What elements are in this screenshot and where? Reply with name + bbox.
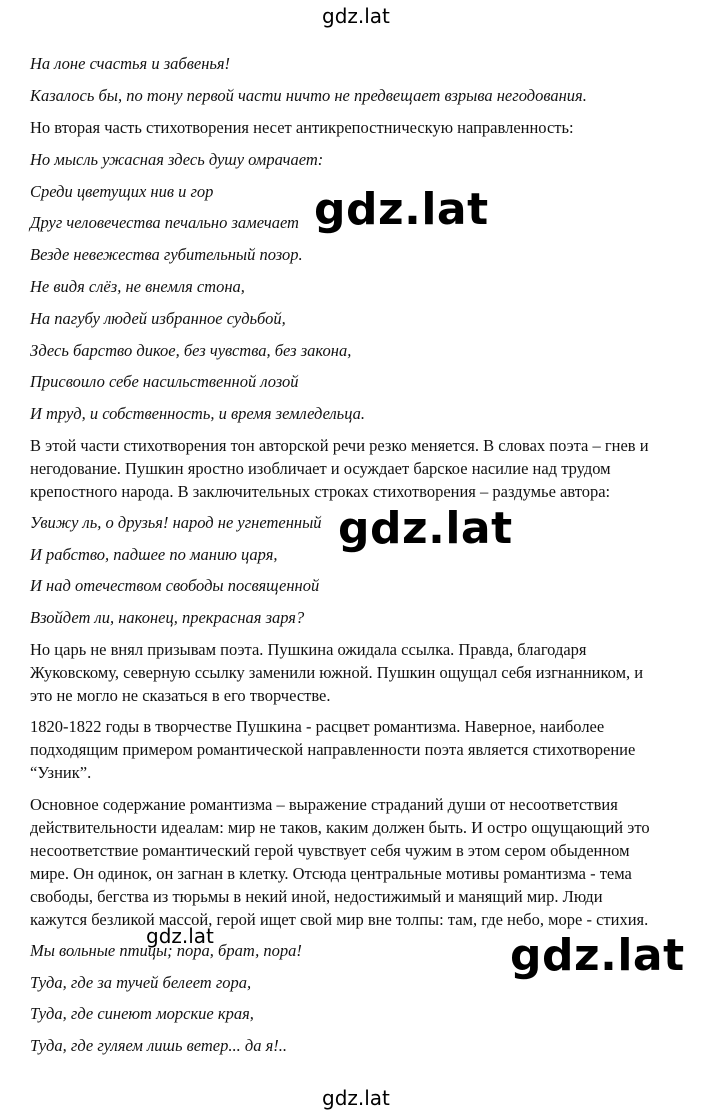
watermark-bottom: gdz.lat: [322, 1086, 390, 1110]
text-line: Присвоило себе насильственной лозой: [30, 372, 299, 391]
text-line: 1820-1822 годы в творчестве Пушкина - расцвет романтизма. Наверное, наиболее: [30, 717, 605, 736]
text-line: На лоне счастья и забвенья!: [30, 54, 231, 73]
text-line: Но царь не внял призывам поэта. Пушкина ожидала ссылка. Правда, благодаря: [30, 640, 587, 659]
text-line: В этой части стихотворения тон авторской речи резко меняется. В словах поэта – гнев и: [30, 436, 649, 455]
watermark-large: gdz.lat: [338, 503, 513, 554]
text-line: Но мысль ужасная здесь душу омрачает:: [30, 150, 324, 169]
text-line: Туда, где гуляем лишь ветер... да я!..: [30, 1036, 288, 1055]
text-line: мире. Он одинок, он загнан в клетку. Отсюда центральные мотивы романтизма - тема: [30, 864, 632, 883]
text-line: Увижу ль, о друзья! народ не угнетенный: [30, 513, 322, 532]
text-line: свободы, бегства из тюрьмы в некий иной, недостижимый и манящий мир. Люди: [30, 887, 603, 906]
text-line: Туда, где синеют морские края,: [30, 1004, 254, 1023]
text-line: негодование. Пушкин яростно изобличает и осуждает барское насилие над трудом: [30, 459, 611, 478]
text-line: Взойдет ли, наконец, прекрасная заря?: [30, 608, 305, 627]
text-line: Везде невежества губительный позор.: [30, 245, 303, 264]
text-line: “Узник”.: [30, 763, 92, 782]
text-line: Но вторая часть стихотворения несет антикрепостническую направленность:: [30, 118, 574, 137]
text-line: крепостного народа. В заключительных строках стихотворения – раздумье автора:: [30, 482, 611, 501]
text-line: И рабство, падшее по манию царя,: [30, 545, 278, 564]
text-line: кажутся безликой массой, герой ищет свой мир вне толпы: там, где небо, море - стихия.: [30, 910, 649, 929]
text-line: несоответствие романтический герой чувствует себя чужим в этом сером обыденном: [30, 841, 630, 860]
text-line: Здесь барство дикое, без чувства, без закона,: [30, 341, 352, 360]
text-line: Мы вольные птицы; пора, брат, пора!: [30, 941, 302, 960]
text-line: Не видя слёз, не внемля стона,: [30, 277, 245, 296]
text-line: Жуковскому, северную ссылку заменили южной. Пушкин ощущал себя изгнанником, и: [30, 663, 644, 682]
text-line: И над отечеством свободы посвященной: [30, 576, 320, 595]
text-line: Туда, где за тучей белеет гора,: [30, 973, 252, 992]
text-line: Среди цветущих нив и гор: [30, 182, 214, 201]
text-line: И труд, и собственность, и время земледельца.: [30, 404, 366, 423]
text-line: Казалось бы, по тону первой части ничто не предвещает взрыва негодования.: [30, 86, 587, 105]
text-line: Друг человечества печально замечает: [30, 213, 299, 232]
text-line: Основное содержание романтизма – выражение страданий души от несоответствия: [30, 795, 618, 814]
watermark-top: gdz.lat: [322, 4, 390, 28]
text-line: это не могло не сказаться в его творчестве.: [30, 686, 331, 705]
watermark-large: gdz.lat: [510, 930, 685, 981]
text-line: подходящим примером романтической направленности поэта является стихотворение: [30, 740, 636, 759]
watermark-small: gdz.lat: [146, 924, 214, 948]
watermark-large: gdz.lat: [314, 184, 489, 235]
text-line: На пагубу людей избранное судьбой,: [30, 309, 286, 328]
text-line: действительности идеалам: мир не таков, каким должен быть. И остро ощущающий это: [30, 818, 650, 837]
